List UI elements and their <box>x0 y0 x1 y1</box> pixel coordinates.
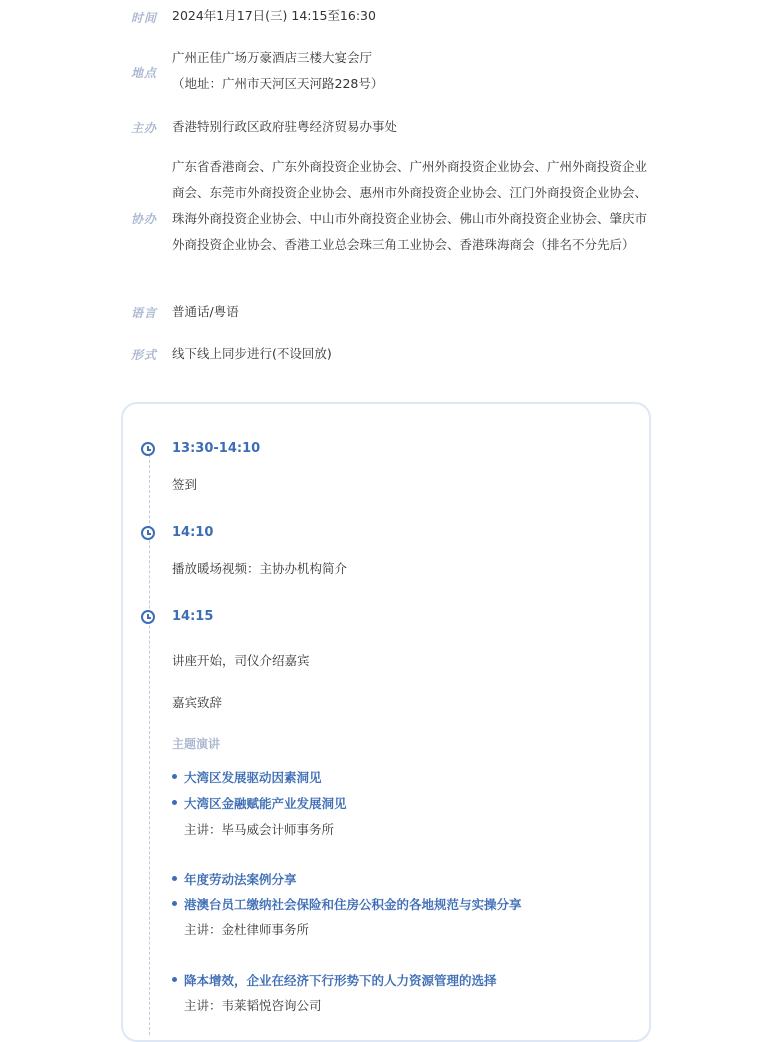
timeline-line <box>149 455 150 1035</box>
format-label: 形式 <box>131 348 158 362</box>
format-value: 线下线上同步进行(不设回放) <box>172 346 332 361</box>
speaker-line: 主讲：毕马威会计师事务所 <box>184 822 335 837</box>
keynote-heading: 主题演讲 <box>172 737 221 751</box>
schedule-card <box>121 402 651 1042</box>
slot-item: 播放暖场视频：主协办机构简介 <box>172 561 348 576</box>
slot-time: 14:15 <box>172 609 214 624</box>
topic-title: 降本增效，企业在经济下行形势下的人力资源管理的选择 <box>184 973 497 988</box>
venue-value: 广州正佳广场万豪酒店三楼大宴会厅 <box>172 50 373 65</box>
bullet-icon <box>172 800 177 805</box>
clock-icon <box>141 526 155 540</box>
organizer-value: 香港特别行政区政府驻粤经济贸易办事处 <box>172 119 398 134</box>
topic-title: 年度劳动法案例分享 <box>184 872 297 887</box>
clock-icon <box>141 610 155 624</box>
slot-time: 13:30-14:10 <box>172 441 261 456</box>
organizer-label: 主办 <box>131 121 158 135</box>
speaker-line: 主讲：金杜律师事务所 <box>184 922 310 937</box>
time-value: 2024年1月17日(三) 14:15至16:30 <box>172 8 376 23</box>
co-organizers-value: 广东省香港商会、广东外商投资企业协会、广州外商投资企业协会、广州外商投资企业商会、东莞市外商投资企业协会、惠州市外商投资企业协会、江门外商投资企业协会、珠海外商投资企业协会、中山市外商投资企业协会、佛山市外商投资企业协会、肇庆市外商投资企业协会、香港工业总会珠三角工业协会、香港珠海商会（排名不分先后） <box>172 159 648 252</box>
venue-label: 地点 <box>131 66 158 80</box>
time-label: 时间 <box>131 11 158 25</box>
slot-item: 讲座开始，司仪介绍嘉宾 <box>172 653 310 668</box>
slot-time: 14:10 <box>172 525 214 540</box>
language-value: 普通话/粤语 <box>172 304 239 319</box>
bullet-icon <box>172 876 177 881</box>
bullet-icon <box>172 977 177 982</box>
language-label: 语言 <box>131 306 158 320</box>
bullet-icon <box>172 774 177 779</box>
topic-title: 大湾区金融赋能产业发展洞见 <box>184 796 347 811</box>
topic-title: 大湾区发展驱动因素洞见 <box>184 770 322 785</box>
clock-icon <box>141 442 155 456</box>
slot-item: 嘉宾致辞 <box>172 695 223 710</box>
topic-title: 港澳台员工缴纳社会保险和住房公积金的各地规范与实操分享 <box>184 897 522 912</box>
slot-item: 签到 <box>172 477 198 492</box>
co-organizers-label: 协办 <box>131 212 158 226</box>
bullet-icon <box>172 901 177 906</box>
speaker-line: 主讲：韦莱韬悦咨询公司 <box>184 998 322 1013</box>
venue-address: （地址：广州市天河区天河路228号） <box>172 76 384 91</box>
